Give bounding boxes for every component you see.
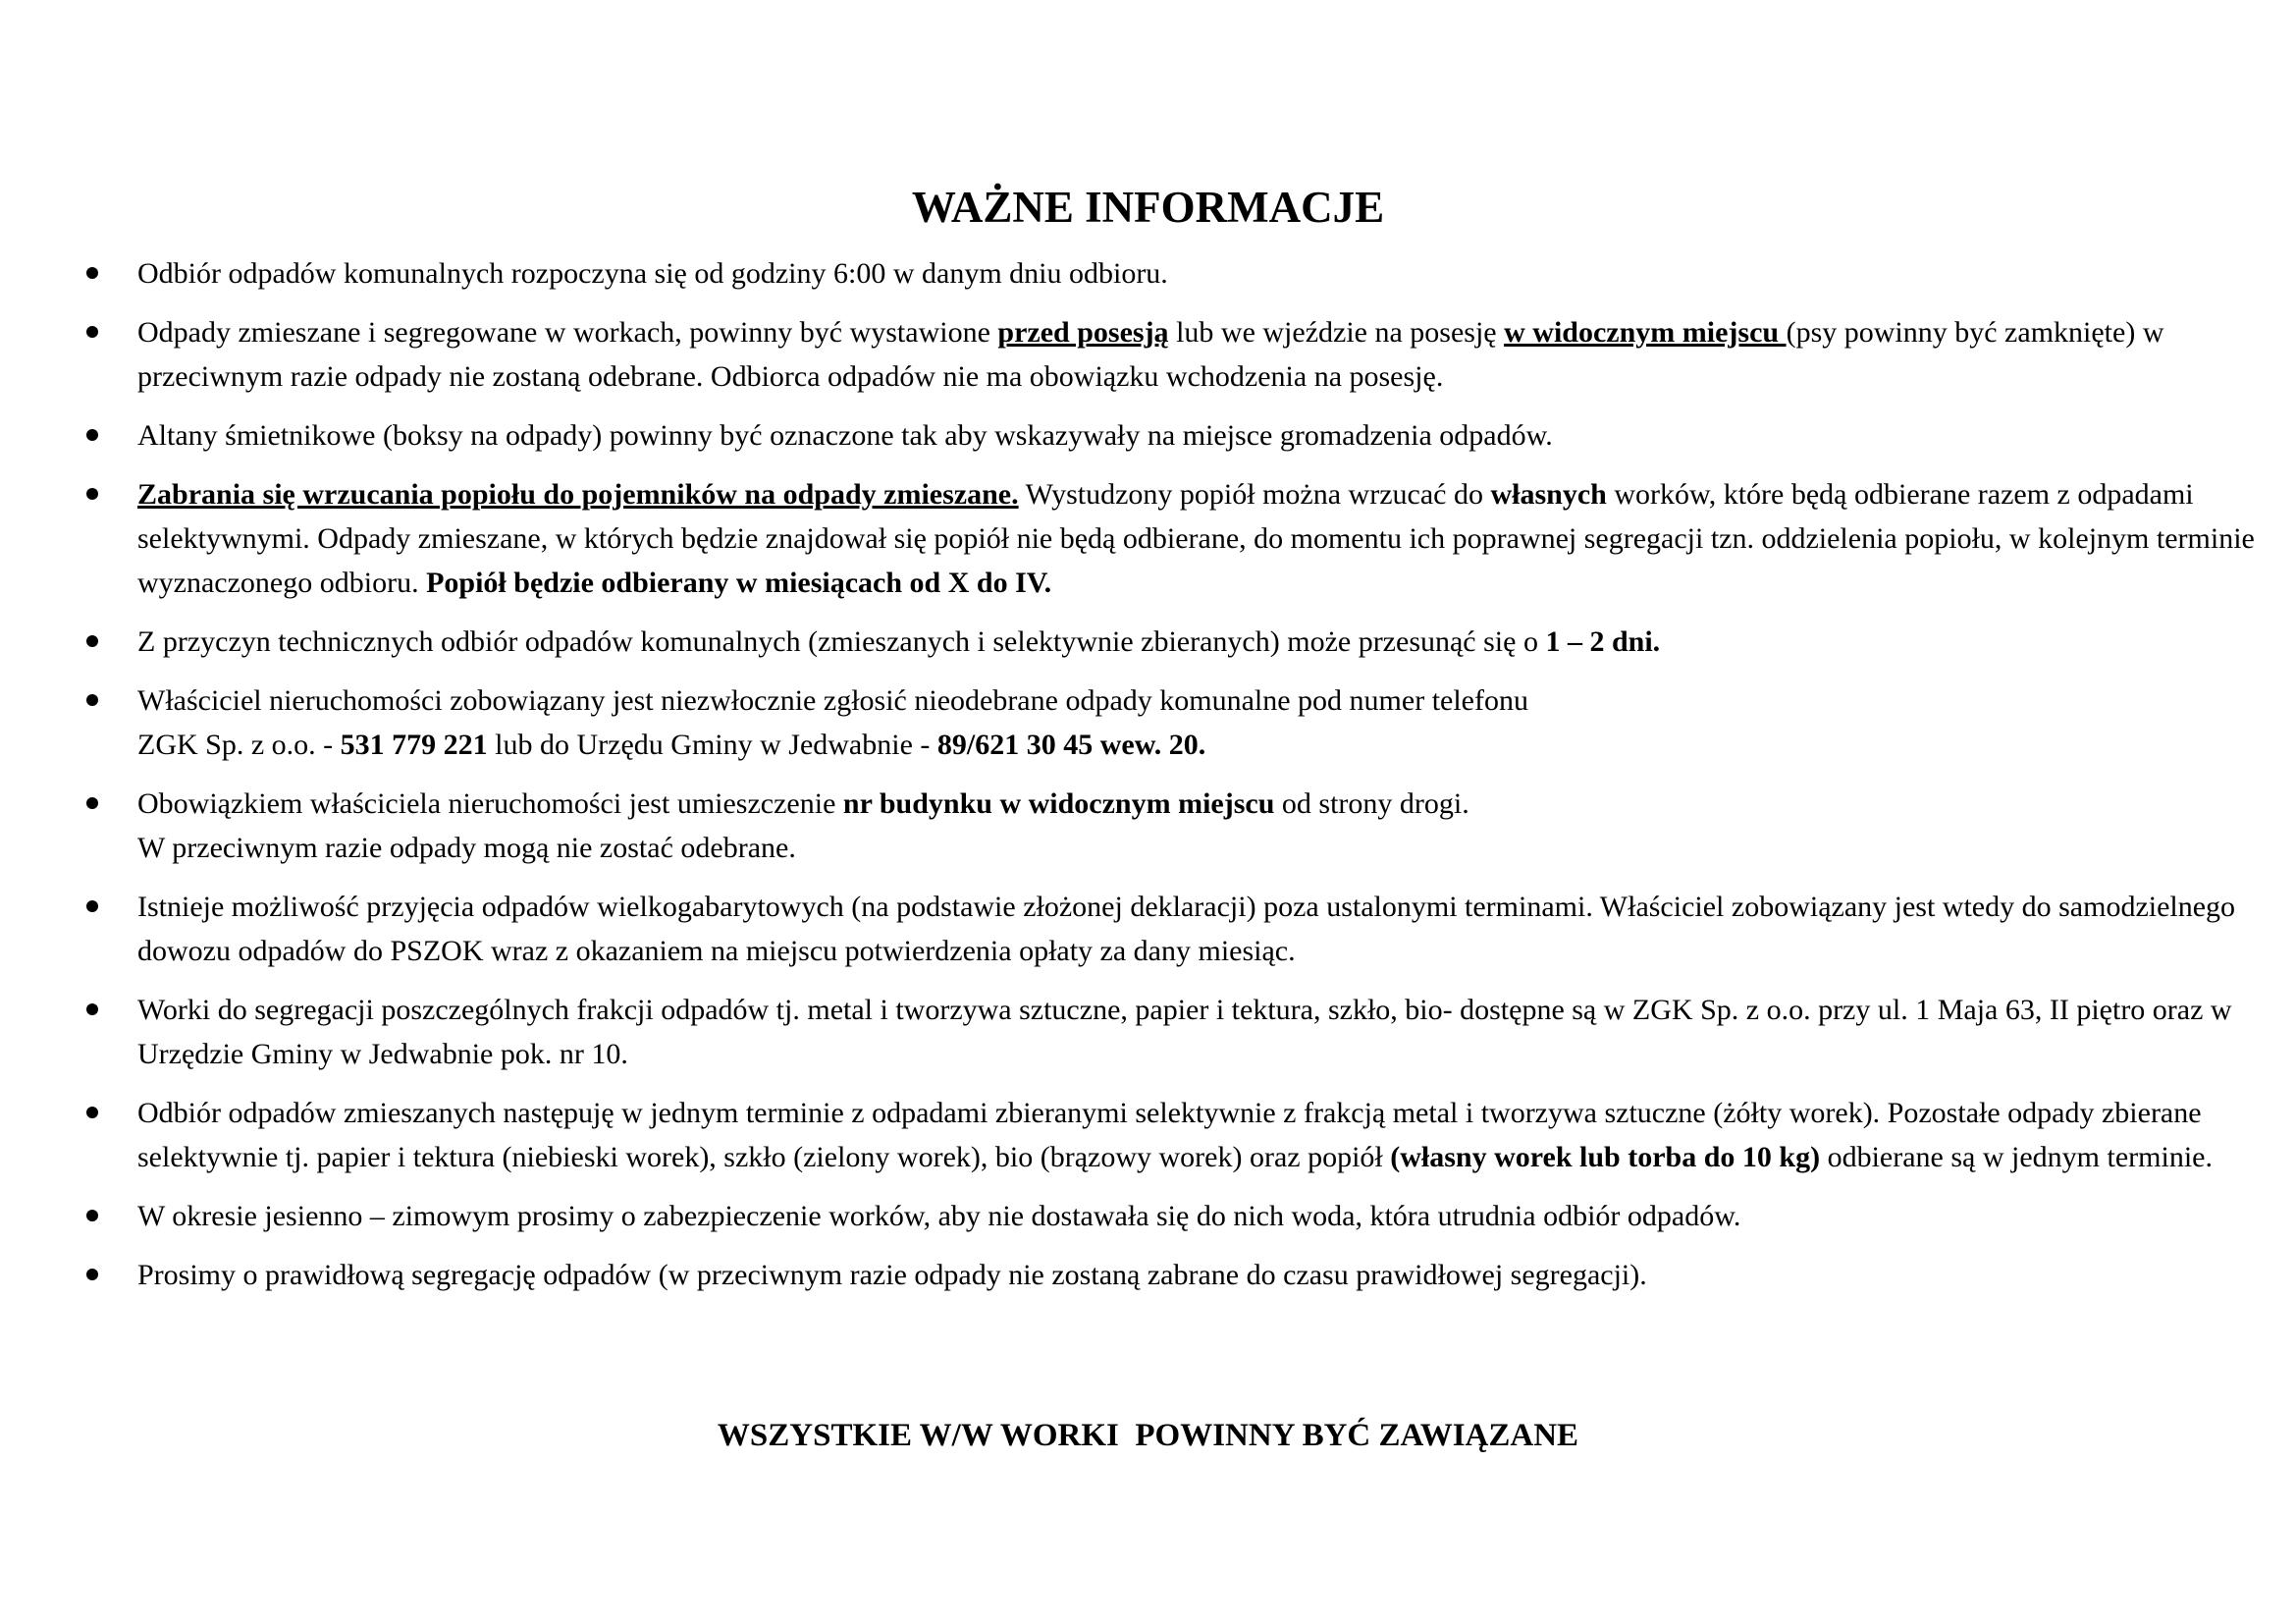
- item-emphasis: Zabrania się wrzucania popiołu do pojemników na odpady zmieszane.: [137, 478, 1019, 511]
- item-text: Prosimy o prawidłową segregację odpadów (w przeciwnym razie odpady nie zostaną zabrane do czasu prawidłowej segregacji).: [137, 1259, 1647, 1291]
- bullet-icon: [86, 1210, 98, 1221]
- item-emphasis: w widocznym miejscu: [1504, 316, 1780, 349]
- list-item: [0, 1253, 2296, 1297]
- item-text: W okresie jesienno – zimowym prosimy o zabezpieczenie worków, aby nie dostawała się do nich woda, która utrudnia odbiór odpadów.: [137, 1200, 1741, 1232]
- list-item: [0, 1091, 2296, 1179]
- item-text: Odbiór odpadów komunalnych rozpoczyna się od godziny 6:00 w danym dniu odbioru.: [137, 257, 1168, 290]
- item-text: [1779, 316, 1787, 349]
- item-emphasis: 1 – 2 dni.: [1545, 625, 1661, 658]
- item-text: lub we wjeździe na posesję: [1168, 316, 1505, 349]
- list-item: [0, 413, 2296, 458]
- phone-number: 89/621 30 45 wew. 20.: [936, 729, 1206, 761]
- list-item: [0, 251, 2296, 296]
- item-emphasis: nr budynku w widocznym miejscu: [842, 787, 1275, 820]
- list-item: [0, 988, 2296, 1076]
- list-item: [0, 310, 2296, 399]
- item-text: Worki do segregacji poszczególnych frakcji odpadów tj. metal i tworzywa sztuczne, papier i tektura, szkło, bio- dostępne są w ZGK Sp. z o.o. przy ul. 1 Maja 63, II piętro oraz w Urzędzie Gminy w Jedwabnie pok. nr 10.: [137, 994, 2232, 1070]
- phone-number: 531 779 221: [340, 729, 488, 761]
- footer-notice: WSZYSTKIE W/W WORKI POWINNY BYĆ ZAWIĄZANE: [717, 1418, 1579, 1453]
- bullet-icon: [86, 694, 98, 706]
- item-text: Z przyczyn technicznych odbiór odpadów komunalnych (zmieszanych i selektywnie zbieranych) może przesunąć się o: [137, 625, 1546, 658]
- bullet-icon: [86, 635, 98, 647]
- item-text: Odpady zmieszane i segregowane w workach, powinny być wystawione: [137, 316, 998, 349]
- item-text: odbierane są w jednym terminie.: [1820, 1141, 2213, 1173]
- item-emphasis: Popiół będzie odbierany w miesiącach od X do IV.: [426, 567, 1052, 599]
- bullet-icon: [86, 1003, 98, 1015]
- item-text: od strony drogi.: [1274, 787, 1469, 820]
- list-item: [0, 885, 2296, 973]
- bullet-icon: [86, 488, 98, 500]
- item-emphasis: własnych: [1490, 478, 1607, 511]
- page-title: WAŻNE INFORMACJE: [911, 183, 1385, 232]
- bullet-icon: [86, 900, 98, 912]
- item-text: Właściciel nieruchomości zobowiązany jest niezwłocznie zgłosić nieodebrane odpady komunalne pod numer telefonu: [137, 684, 1528, 717]
- item-text: Obowiązkiem właściciela nieruchomości jest umieszczenie: [137, 787, 843, 820]
- item-text: Istnieje możliwość przyjęcia odpadów wielkogabarytowych (na podstawie złożonej deklaracji) poza ustalonymi terminami. Właściciel zobowiązany jest wtedy do samodzielnego dowozu odpadów do PSZOK wraz z okazaniem na miejscu potwierdzenia opłaty za dany miesiąc.: [137, 891, 2236, 967]
- item-emphasis: (własny worek lub torba do 10 kg): [1390, 1141, 1821, 1173]
- list-item: [0, 1194, 2296, 1238]
- info-list: [0, 251, 2296, 1312]
- item-text: Odbiór odpadów zmieszanych następuję w jednym terminie z odpadami zbieranymi selektywnie z frakcją metal i tworzywa sztuczne (żółty worek). Pozostałe odpady zbierane selektywnie tj. papier i tektura (niebieski worek), szkło (zielony worek), bio (brązowy worek) oraz popiół: [137, 1097, 2202, 1173]
- item-text: lub do Urzędu Gminy w Jedwabnie -: [487, 729, 937, 761]
- item-text: ZGK Sp. z o.o. -: [137, 729, 341, 761]
- item-text: worków, które będą odbierane razem z odpadami selektywnymi. Odpady zmieszane, w których będzie znajdował się popiół nie będą odbierane, do momentu ich poprawnej segregacji tzn. oddzielenia popiołu, w kolejnym terminie wyznaczonego odbioru.: [137, 478, 2255, 599]
- item-text: Wystudzony popiół można wrzucać do: [1018, 478, 1491, 511]
- item-text: Altany śmietnikowe (boksy na odpady) powinny być oznaczone tak aby wskazywały na miejsce gromadzenia odpadów.: [137, 419, 1553, 452]
- list-item: [0, 678, 2296, 767]
- bullet-icon: [86, 1107, 98, 1118]
- bullet-icon: [86, 797, 98, 809]
- item-text: (psy powinny być zamknięte) w przeciwnym razie odpady nie zostaną odebrane. Odbiorca odpadów nie ma obowiązku wchodzenia na posesję.: [137, 316, 2164, 393]
- item-emphasis: przed posesją: [997, 316, 1169, 349]
- bullet-icon: [86, 429, 98, 441]
- bullet-icon: [86, 326, 98, 338]
- bullet-icon: [86, 267, 98, 279]
- list-item: [0, 782, 2296, 870]
- bullet-icon: [86, 1269, 98, 1280]
- item-text: W przeciwnym razie odpady mogą nie zostać odebrane.: [137, 832, 796, 864]
- list-item: [0, 620, 2296, 664]
- list-item: [0, 472, 2296, 605]
